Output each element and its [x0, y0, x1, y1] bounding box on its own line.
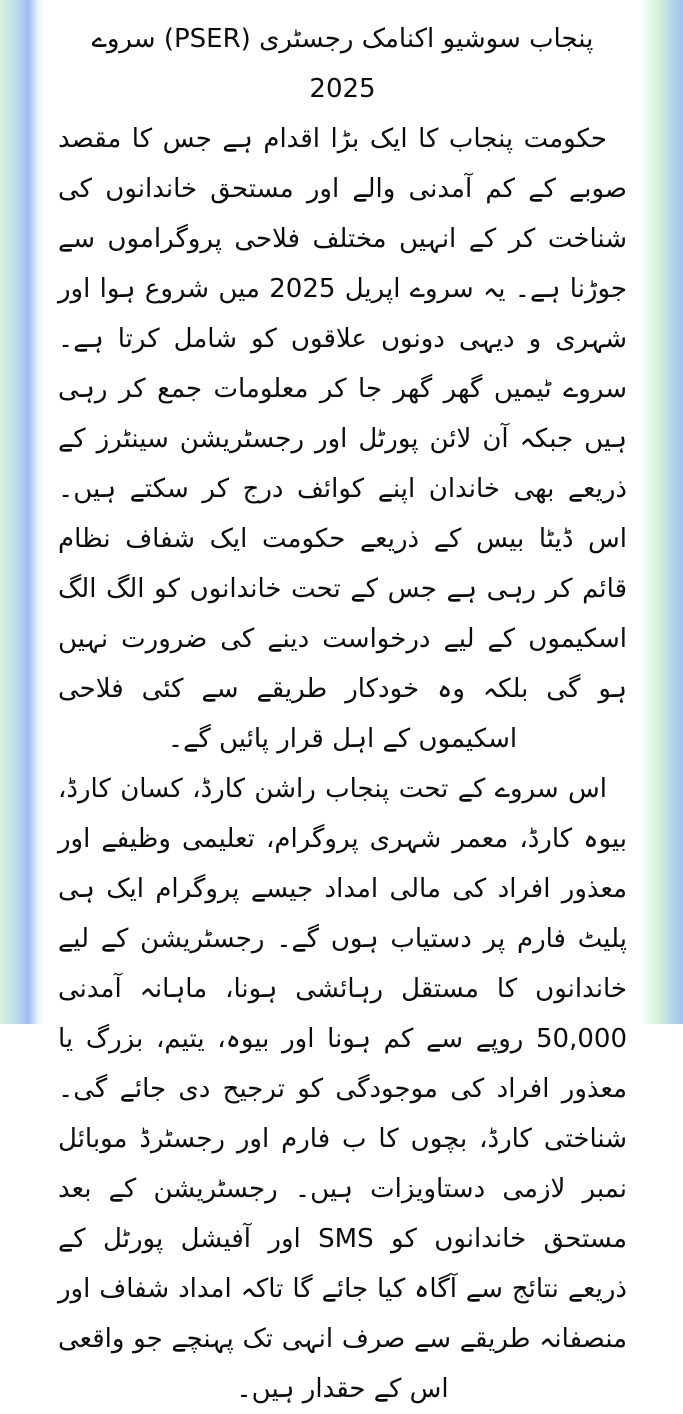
- left-border-gradient: [0, 0, 44, 1024]
- document-page: [44, 0, 639, 1404]
- right-border-gradient: [639, 0, 683, 1024]
- document-title: پنجاب سوشیو اکنامک رجسٹری (PSER) سروے 2025: [91, 24, 594, 104]
- paragraph-registration-details: اس سروے کے تحت پنجاب راشن کارڈ، کسان کارڈ، بیوہ کارڈ، معمر شہری پروگرام، تعلیمی وظیفے اور معذور افراد کی مالی امداد جیسے پروگرام ایک ہی پلیٹ فارم پر دستیاب ہوں گے۔ رجسٹریشن کے لیے خاندانوں کا مستقل رہائشی ہونا، ماہانہ آمدنی 50,000 روپے سے کم ہونا اور بیوہ، یتیم، بزرگ یا معذور افراد کی موجودگی کو ترجیح دی جائے گی۔ شناختی کارڈ، بچوں کا ب فارم اور رجسٹرڈ موبائل نمبر لازمی دستاویزات ہیں۔ رجسٹریشن کے بعد مستحق خاندانوں کو SMS اور آفیشل پورٹل کے ذریعے نتائج سے آگاہ کیا جائے گا تاکہ امداد شفاف اور منصفانہ طریقے سے صرف انہی تک پہنچے جو واقعی اس کے حقدار ہیں۔: [58, 774, 627, 1404]
- paragraph-survey-overview: حکومت پنجاب کا ایک بڑا اقدام ہے جس کا مقصد صوبے کے کم آمدنی والے اور مستحق خاندانوں کی شناخت کر کے انہیں مختلف فلاحی پروگراموں سے جوڑنا ہے۔ یہ سروے اپریل 2025 میں شروع ہوا اور شہری و دیہی دونوں علاقوں کو شامل کرتا ہے۔ سروے ٹیمیں گھر گھر جا کر معلومات جمع کر رہی ہیں جبکہ آن لائن پورٹل اور رجسٹریشن سینٹرز کے ذریعے بھی خاندان اپنے کوائف درج کر سکتے ہیں۔ اس ڈیٹا بیس کے ذریعے حکومت ایک شفاف نظام قائم کر رہی ہے جس کے تحت خاندانوں کو الگ الگ اسکیموں کے لیے درخواست دینے کی ضرورت نہیں ہو گی بلکہ وہ خودکار طریقے سے کئی فلاحی اسکیموں کے اہل قرار پائیں گے۔: [58, 124, 627, 754]
